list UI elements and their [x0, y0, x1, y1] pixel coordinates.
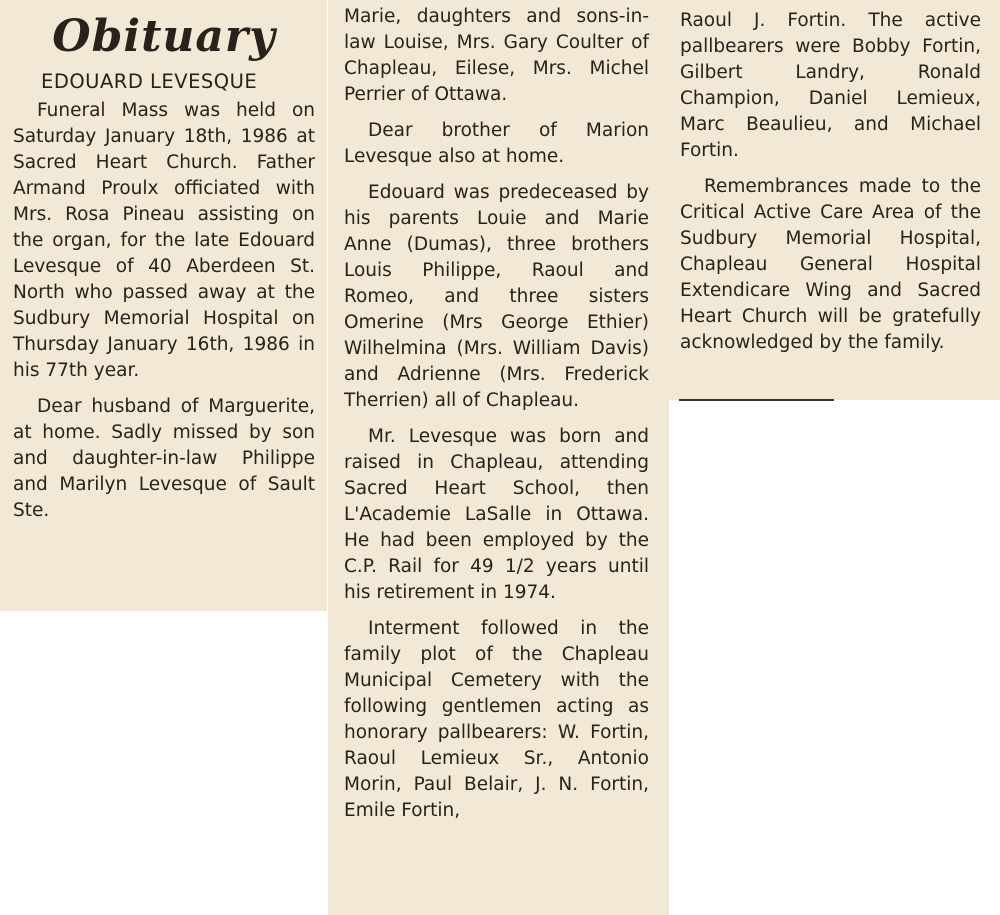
obituary-masthead: Obituary [52, 11, 276, 62]
interment-paragraph: Interment followed in the family plot of the Chapleau Municipal Cemetery with the following gentlemen acting as honorary pallbearers: W. Fortin, Raoul Lemieux Sr., Antonio Morin, Paul Belair, J. N. Fortin, Emile Fortin, [344, 618, 649, 821]
family-continued-paragraph: Marie, daughters and sons-in-law Louise, Mrs. Gary Coulter of Chapleau, Eilese, Mrs. Michel Perrier of Ottawa. [344, 6, 649, 105]
column-2 [328, 0, 669, 915]
column-3 [669, 0, 1000, 400]
end-rule [679, 399, 834, 401]
predeceased-paragraph: Edouard was predeceased by his parents Louie and Marie Anne (Dumas), three brothers Louis Philippe, Raoul and Romeo, and three sisters Omerine (Mrs George Ethier) Wilhelmina (Mrs. William Davis) and Adrienne (Mrs. Frederick Therrien) all of Chapleau. [344, 182, 649, 411]
brother-paragraph: Dear brother of Marion Levesque also at home. [344, 120, 649, 167]
deceased-name: EDOUARD LEVESQUE [41, 70, 258, 93]
funeral-mass-paragraph: Funeral Mass was held on Saturday January 18th, 1986 at Sacred Heart Church. Father Armand Proulx officiated with Mrs. Rosa Pineau assisting on the organ, for the late Edouard Levesque of 40 Aberdeen St. North who passed away at the Sudbury Memorial Hospital on Thursday January 16th, 1986 in his 77th year. [13, 100, 315, 381]
remembrances-paragraph: Remembrances made to the Critical Active Care Area of the Sudbury Memorial Hospital, Chapleau General Hospital Extendicare Wing and Sacred Heart Church will be gratefully acknowledged by the family. [680, 176, 981, 353]
husband-paragraph: Dear husband of Marguerite, at home. Sadly missed by son and daughter-in-law Philippe and Marilyn Levesque of Sault Ste. [13, 396, 315, 521]
column-1 [0, 0, 327, 611]
biography-paragraph: Mr. Levesque was born and raised in Chapleau, attending Sacred Heart School, then L'Academie LaSalle in Ottawa. He had been employed by the C.P. Rail for 49 1/2 years until his retirement in 1974. [344, 426, 649, 603]
pallbearers-paragraph: Raoul J. Fortin. The active pallbearers were Bobby Fortin, Gilbert Landry, Ronald Champion, Daniel Lemieux, Marc Beaulieu, and Michael Fortin. [680, 10, 981, 161]
